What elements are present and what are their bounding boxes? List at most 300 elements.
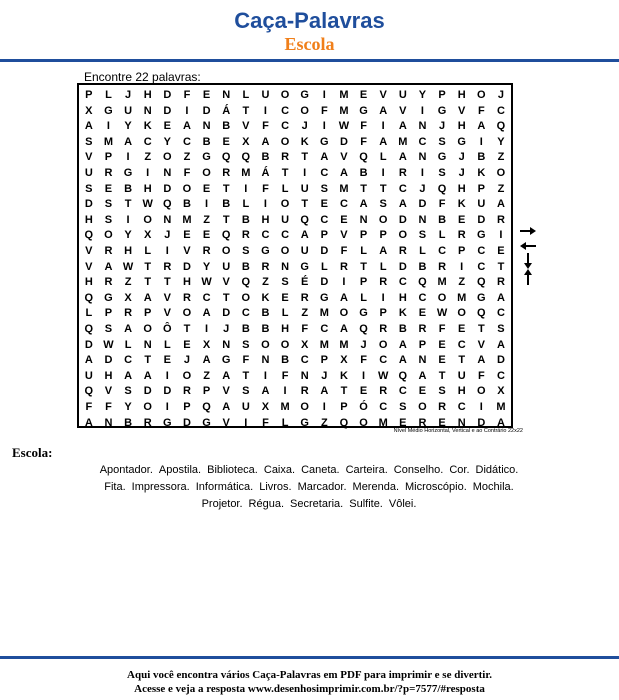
grid-cell[interactable]: A xyxy=(496,416,505,429)
grid-cell[interactable]: C xyxy=(182,135,191,148)
grid-cell[interactable]: V xyxy=(477,338,485,351)
grid-cell[interactable]: L xyxy=(85,307,93,320)
grid-cell[interactable]: B xyxy=(124,416,133,429)
grid-cell[interactable]: T xyxy=(301,198,309,211)
grid-cell[interactable]: R xyxy=(418,323,427,335)
grid-cell[interactable]: I xyxy=(322,89,326,101)
grid-cell[interactable]: A xyxy=(222,401,231,413)
grid-cell[interactable]: R xyxy=(339,260,348,273)
grid-cell[interactable]: H xyxy=(84,276,93,289)
grid-cell[interactable]: E xyxy=(320,198,328,211)
grid-cell[interactable]: U xyxy=(222,260,231,273)
grid-cell[interactable]: T xyxy=(281,167,289,179)
grid-cell[interactable]: Z xyxy=(301,307,309,320)
grid-cell[interactable]: X xyxy=(340,354,348,367)
grid-cell[interactable]: A xyxy=(496,338,505,351)
grid-cell[interactable]: M xyxy=(457,291,467,304)
grid-cell[interactable]: E xyxy=(163,354,171,367)
grid-cell[interactable]: P xyxy=(340,401,348,413)
grid-cell[interactable]: Q xyxy=(84,291,94,304)
grid-cell[interactable]: S xyxy=(320,182,328,195)
grid-cell[interactable]: N xyxy=(163,213,172,226)
grid-cell[interactable]: S xyxy=(104,198,113,211)
grid-cell[interactable]: T xyxy=(360,182,367,195)
grid-cell[interactable]: I xyxy=(460,260,464,273)
grid-cell[interactable]: I xyxy=(342,276,346,289)
grid-cell[interactable]: G xyxy=(202,416,211,429)
grid-cell[interactable]: S xyxy=(418,229,427,242)
grid-cell[interactable]: Z xyxy=(262,276,269,289)
grid-cell[interactable]: D xyxy=(477,213,486,226)
grid-cell[interactable]: A xyxy=(379,104,388,117)
grid-cell[interactable]: G xyxy=(320,291,329,304)
grid-cell[interactable]: C xyxy=(124,354,133,367)
grid-cell[interactable]: J xyxy=(458,167,465,179)
grid-cell[interactable]: P xyxy=(379,307,387,320)
grid-cell[interactable]: D xyxy=(202,104,211,117)
grid-cell[interactable]: L xyxy=(281,416,289,429)
grid-cell[interactable]: I xyxy=(244,182,248,195)
grid-cell[interactable]: A xyxy=(339,167,348,179)
grid-cell[interactable]: G xyxy=(202,151,211,164)
grid-cell[interactable]: C xyxy=(457,338,466,351)
grid-cell[interactable]: C xyxy=(300,354,309,367)
grid-cell[interactable]: O xyxy=(280,338,290,351)
grid-cell[interactable]: F xyxy=(183,89,191,101)
grid-cell[interactable]: P xyxy=(418,338,427,351)
grid-cell[interactable]: R xyxy=(300,291,309,304)
grid-cell[interactable]: R xyxy=(222,167,231,179)
grid-cell[interactable]: H xyxy=(457,385,466,398)
grid-cell[interactable]: O xyxy=(143,401,152,413)
grid-cell[interactable]: M xyxy=(319,307,329,320)
grid-cell[interactable]: P xyxy=(320,229,328,242)
grid-cell[interactable]: V xyxy=(340,229,348,242)
grid-cell[interactable]: R xyxy=(281,151,290,164)
grid-cell[interactable]: O xyxy=(418,401,427,413)
grid-cell[interactable]: C xyxy=(320,213,329,226)
grid-cell[interactable]: U xyxy=(124,104,133,117)
grid-cell[interactable]: C xyxy=(398,182,407,195)
grid-cell[interactable]: O xyxy=(359,416,368,429)
grid-cell[interactable]: M xyxy=(378,416,388,429)
grid-cell[interactable]: C xyxy=(281,120,290,133)
grid-cell[interactable]: O xyxy=(477,385,486,398)
grid-cell[interactable]: A xyxy=(124,135,133,148)
grid-cell[interactable]: L xyxy=(360,291,367,304)
grid-cell[interactable]: T xyxy=(144,260,152,273)
grid-cell[interactable]: K xyxy=(300,135,309,148)
grid-cell[interactable]: V xyxy=(104,385,113,398)
grid-cell[interactable]: S xyxy=(497,323,505,335)
grid-cell[interactable]: R xyxy=(379,323,388,335)
grid-cell[interactable]: D xyxy=(163,385,172,398)
grid-cell[interactable]: S xyxy=(85,182,93,195)
grid-cell[interactable]: P xyxy=(477,182,485,195)
grid-cell[interactable]: M xyxy=(339,104,349,117)
grid-cell[interactable]: F xyxy=(262,120,269,133)
grid-cell[interactable]: X xyxy=(301,338,309,351)
grid-cell[interactable]: Q xyxy=(300,213,309,226)
grid-cell[interactable]: O xyxy=(300,401,309,413)
grid-cell[interactable]: Y xyxy=(202,260,211,273)
grid-cell[interactable]: Z xyxy=(144,151,152,164)
grid-cell[interactable]: A xyxy=(398,338,407,351)
grid-cell[interactable]: N xyxy=(359,213,368,226)
grid-cell[interactable]: N xyxy=(457,416,466,429)
grid-cell[interactable]: H xyxy=(457,89,466,101)
grid-cell[interactable]: S xyxy=(399,401,407,413)
grid-cell[interactable]: E xyxy=(438,416,446,429)
grid-cell[interactable]: F xyxy=(340,245,348,257)
grid-cell[interactable]: T xyxy=(183,323,191,335)
grid-cell[interactable]: A xyxy=(124,323,133,335)
grid-cell[interactable]: V xyxy=(379,89,387,101)
grid-cell[interactable]: F xyxy=(320,104,328,117)
grid-cell[interactable]: T xyxy=(477,323,485,335)
grid-cell[interactable]: C xyxy=(320,323,329,335)
grid-cell[interactable]: Z xyxy=(203,213,210,226)
grid-cell[interactable]: S xyxy=(438,135,446,148)
grid-cell[interactable]: D xyxy=(320,245,329,257)
grid-cell[interactable]: O xyxy=(496,167,506,179)
grid-cell[interactable]: R xyxy=(300,385,309,398)
grid-cell[interactable]: D xyxy=(84,198,93,211)
grid-cell[interactable]: C xyxy=(477,245,486,257)
grid-cell[interactable]: K xyxy=(339,369,348,382)
grid-cell[interactable]: A xyxy=(84,120,93,133)
grid-cell[interactable]: V xyxy=(399,104,407,117)
grid-cell[interactable]: S xyxy=(242,385,250,398)
grid-cell[interactable]: O xyxy=(163,151,172,164)
grid-cell[interactable]: C xyxy=(398,276,407,289)
grid-cell[interactable]: P xyxy=(202,385,211,398)
grid-cell[interactable]: C xyxy=(496,307,505,320)
grid-cell[interactable]: C xyxy=(477,260,486,273)
grid-cell[interactable]: C xyxy=(261,229,270,242)
grid-cell[interactable]: O xyxy=(280,135,290,148)
grid-cell[interactable]: Q xyxy=(359,323,368,335)
grid-cell[interactable]: Ó xyxy=(359,401,368,413)
grid-cell[interactable]: T xyxy=(438,369,446,382)
grid-cell[interactable]: D xyxy=(418,198,427,211)
grid-cell[interactable]: R xyxy=(241,229,250,242)
grid-cell[interactable]: T xyxy=(124,198,132,211)
grid-cell[interactable]: B xyxy=(241,260,250,273)
grid-cell[interactable]: V xyxy=(222,276,230,289)
grid-cell[interactable]: Á xyxy=(222,104,231,117)
grid-cell[interactable]: X xyxy=(261,401,270,413)
grid-cell[interactable]: I xyxy=(479,401,483,413)
grid-cell[interactable]: O xyxy=(182,182,192,195)
grid-cell[interactable]: I xyxy=(303,167,307,179)
grid-cell[interactable]: V xyxy=(183,245,191,257)
grid-cell[interactable]: A xyxy=(320,385,329,398)
grid-cell[interactable]: U xyxy=(241,401,250,413)
grid-cell[interactable]: O xyxy=(437,291,447,304)
grid-cell[interactable]: S xyxy=(379,198,387,211)
grid-cell[interactable]: I xyxy=(263,198,267,211)
grid-cell[interactable]: K xyxy=(457,198,466,211)
grid-cell[interactable]: T xyxy=(144,354,152,367)
grid-cell[interactable]: G xyxy=(163,416,172,429)
grid-cell[interactable]: C xyxy=(398,385,407,398)
grid-cell[interactable]: R xyxy=(143,416,152,429)
grid-cell[interactable]: S xyxy=(242,245,250,257)
grid-cell[interactable]: W xyxy=(142,198,153,211)
grid-cell[interactable]: R xyxy=(104,167,113,179)
grid-cell[interactable]: I xyxy=(322,401,326,413)
grid-cell[interactable]: Q xyxy=(398,369,408,382)
grid-cell[interactable]: D xyxy=(398,260,407,273)
grid-cell[interactable]: H xyxy=(457,120,466,133)
grid-cell[interactable]: Q xyxy=(163,198,172,211)
grid-cell[interactable]: G xyxy=(300,260,309,273)
grid-cell[interactable]: H xyxy=(398,291,407,304)
grid-cell[interactable]: A xyxy=(496,198,505,211)
grid-cell[interactable]: V xyxy=(242,120,250,133)
grid-cell[interactable]: N xyxy=(143,338,152,351)
grid-cell[interactable]: G xyxy=(457,135,466,148)
grid-cell[interactable]: G xyxy=(300,89,309,101)
grid-cell[interactable]: O xyxy=(202,167,211,179)
grid-cell[interactable]: R xyxy=(398,245,407,257)
grid-cell[interactable]: L xyxy=(379,260,387,273)
grid-cell[interactable]: A xyxy=(359,198,368,211)
grid-cell[interactable]: I xyxy=(205,323,209,335)
grid-cell[interactable]: G xyxy=(437,104,447,117)
grid-cell[interactable]: I xyxy=(244,416,248,429)
grid-cell[interactable]: M xyxy=(280,401,290,413)
grid-cell[interactable]: B xyxy=(261,323,270,335)
grid-cell[interactable]: E xyxy=(104,182,113,195)
grid-cell[interactable]: D xyxy=(496,354,505,367)
grid-cell[interactable]: U xyxy=(84,167,93,179)
grid-cell[interactable]: T xyxy=(379,182,387,195)
grid-cell[interactable]: G xyxy=(261,245,270,257)
grid-cell[interactable]: X xyxy=(144,229,152,242)
grid-cell[interactable]: D xyxy=(104,354,113,367)
grid-cell[interactable]: C xyxy=(379,401,388,413)
grid-cell[interactable]: E xyxy=(183,338,191,351)
grid-cell[interactable]: P xyxy=(144,307,152,320)
grid-cell[interactable]: N xyxy=(418,120,427,133)
grid-cell[interactable]: L xyxy=(124,338,132,351)
grid-cell[interactable]: B xyxy=(359,167,368,179)
grid-cell[interactable]: L xyxy=(419,245,426,257)
grid-cell[interactable]: A xyxy=(398,120,407,133)
grid-cell[interactable]: H xyxy=(104,369,113,382)
grid-cell[interactable]: L xyxy=(438,229,446,242)
grid-cell[interactable]: S xyxy=(438,167,446,179)
grid-cell[interactable]: Q xyxy=(221,151,231,164)
grid-cell[interactable]: B xyxy=(398,323,407,335)
grid-cell[interactable]: E xyxy=(497,245,505,257)
grid-cell[interactable]: Z xyxy=(203,369,210,382)
grid-cell[interactable]: V xyxy=(85,245,93,257)
grid-cell[interactable]: C xyxy=(281,104,290,117)
grid-cell[interactable]: H xyxy=(457,182,466,195)
grid-cell[interactable]: I xyxy=(499,229,503,242)
grid-cell[interactable]: I xyxy=(362,369,366,382)
grid-cell[interactable]: E xyxy=(163,120,171,133)
grid-cell[interactable]: M xyxy=(241,167,251,179)
grid-cell[interactable]: P xyxy=(85,89,93,101)
grid-cell[interactable]: C xyxy=(339,198,348,211)
grid-cell[interactable]: K xyxy=(261,291,270,304)
grid-cell[interactable]: H xyxy=(182,276,191,289)
grid-cell[interactable]: V xyxy=(222,416,230,429)
grid-cell[interactable]: O xyxy=(280,245,290,257)
grid-cell[interactable]: U xyxy=(477,198,486,211)
grid-cell[interactable]: U xyxy=(261,89,270,101)
grid-cell[interactable]: B xyxy=(241,323,250,335)
grid-cell[interactable]: E xyxy=(438,338,446,351)
grid-cell[interactable]: Y xyxy=(124,401,132,413)
grid-cell[interactable]: I xyxy=(126,151,130,164)
grid-cell[interactable]: A xyxy=(261,385,270,398)
grid-cell[interactable]: F xyxy=(360,135,367,148)
grid-cell[interactable]: Z xyxy=(320,416,328,429)
grid-cell[interactable]: C xyxy=(418,291,427,304)
grid-cell[interactable]: W xyxy=(338,120,350,133)
grid-cell[interactable]: E xyxy=(438,354,446,367)
grid-cell[interactable]: T xyxy=(222,182,230,195)
grid-cell[interactable]: M xyxy=(398,135,408,148)
grid-cell[interactable]: V xyxy=(222,385,230,398)
grid-cell[interactable]: A xyxy=(84,354,93,367)
grid-cell[interactable]: W xyxy=(377,369,389,382)
grid-cell[interactable]: J xyxy=(439,120,446,133)
grid-cell[interactable]: A xyxy=(320,151,329,164)
grid-cell[interactable]: R xyxy=(182,385,191,398)
grid-cell[interactable]: Y xyxy=(497,135,505,148)
grid-cell[interactable]: G xyxy=(359,307,368,320)
grid-cell[interactable]: L xyxy=(320,260,328,273)
grid-cell[interactable]: N xyxy=(418,151,427,164)
grid-cell[interactable]: Ô xyxy=(163,323,172,335)
grid-cell[interactable]: Q xyxy=(241,276,251,289)
grid-cell[interactable]: M xyxy=(339,182,349,195)
grid-cell[interactable]: F xyxy=(301,323,309,335)
grid-cell[interactable]: A xyxy=(104,260,113,273)
grid-cell[interactable]: O xyxy=(280,198,290,211)
grid-cell[interactable]: D xyxy=(320,276,329,289)
grid-cell[interactable]: D xyxy=(339,135,348,148)
grid-cell[interactable]: B xyxy=(124,182,133,195)
grid-cell[interactable]: P xyxy=(458,245,466,257)
grid-cell[interactable]: C xyxy=(496,104,505,117)
grid-cell[interactable]: D xyxy=(143,385,152,398)
grid-cell[interactable]: A xyxy=(182,120,191,133)
grid-cell[interactable]: L xyxy=(144,245,152,257)
grid-cell[interactable]: A xyxy=(398,354,407,367)
grid-cell[interactable]: G xyxy=(104,104,113,117)
grid-cell[interactable]: E xyxy=(458,213,466,226)
grid-cell[interactable]: R xyxy=(438,260,447,273)
grid-cell[interactable]: F xyxy=(262,182,269,195)
grid-cell[interactable]: J xyxy=(497,89,504,101)
grid-cell[interactable]: V xyxy=(85,260,93,273)
grid-cell[interactable]: R xyxy=(496,276,505,289)
grid-cell[interactable]: J xyxy=(164,229,171,242)
grid-cell[interactable]: A xyxy=(339,291,348,304)
grid-cell[interactable]: U xyxy=(398,89,407,101)
grid-cell[interactable]: Q xyxy=(241,151,251,164)
grid-cell[interactable]: A xyxy=(143,291,152,304)
grid-cell[interactable]: H xyxy=(143,182,152,195)
grid-cell[interactable]: B xyxy=(222,120,231,133)
grid-cell[interactable]: F xyxy=(242,354,250,367)
grid-cell[interactable]: B xyxy=(182,198,191,211)
grid-cell[interactable]: N xyxy=(104,416,113,429)
grid-cell[interactable]: Q xyxy=(437,182,447,195)
grid-cell[interactable]: J xyxy=(321,369,328,382)
grid-cell[interactable]: R xyxy=(163,260,172,273)
grid-cell[interactable]: A xyxy=(418,369,427,382)
grid-cell[interactable]: O xyxy=(261,338,270,351)
grid-cell[interactable]: T xyxy=(163,276,171,289)
grid-cell[interactable]: L xyxy=(360,245,367,257)
grid-cell[interactable]: X xyxy=(124,291,132,304)
grid-cell[interactable]: S xyxy=(242,338,250,351)
grid-cell[interactable]: V xyxy=(458,104,466,117)
grid-cell[interactable]: A xyxy=(379,245,388,257)
grid-cell[interactable]: O xyxy=(300,104,309,117)
grid-cell[interactable]: I xyxy=(381,167,385,179)
grid-cell[interactable]: R xyxy=(496,213,505,226)
grid-cell[interactable]: E xyxy=(418,385,427,398)
grid-cell[interactable]: R xyxy=(418,416,427,429)
grid-cell[interactable]: X xyxy=(497,385,505,398)
grid-cell[interactable]: R xyxy=(379,276,388,289)
grid-cell[interactable]: E xyxy=(202,89,211,101)
grid-cell[interactable]: Z xyxy=(458,276,466,289)
grid-cell[interactable]: W xyxy=(103,338,114,351)
grid-cell[interactable]: B xyxy=(261,307,270,320)
grid-cell[interactable]: W xyxy=(201,276,212,289)
grid-cell[interactable]: O xyxy=(280,89,290,101)
grid-cell[interactable]: P xyxy=(320,354,328,367)
grid-cell[interactable]: G xyxy=(104,291,113,304)
grid-cell[interactable]: J xyxy=(223,323,230,335)
grid-cell[interactable]: I xyxy=(322,120,326,133)
grid-cell[interactable]: C xyxy=(379,354,388,367)
grid-cell[interactable]: I xyxy=(420,167,424,179)
grid-cell[interactable]: A xyxy=(261,135,270,148)
grid-cell[interactable]: P xyxy=(379,229,387,242)
grid-cell[interactable]: D xyxy=(222,307,231,320)
grid-cell[interactable]: F xyxy=(360,120,367,133)
grid-cell[interactable]: L xyxy=(281,307,289,320)
grid-cell[interactable]: F xyxy=(183,167,191,179)
grid-cell[interactable]: I xyxy=(106,120,110,133)
grid-cell[interactable]: E xyxy=(458,323,466,335)
grid-cell[interactable]: O xyxy=(143,323,152,335)
grid-cell[interactable]: O xyxy=(398,229,408,242)
grid-cell[interactable]: B xyxy=(438,213,447,226)
grid-cell[interactable]: I xyxy=(165,245,169,257)
grid-cell[interactable]: G xyxy=(437,151,447,164)
grid-cell[interactable]: A xyxy=(477,354,486,367)
grid-cell[interactable]: V xyxy=(340,151,348,164)
grid-cell[interactable]: O xyxy=(143,213,152,226)
grid-cell[interactable]: N xyxy=(418,354,427,367)
grid-cell[interactable]: N xyxy=(261,354,270,367)
grid-cell[interactable]: G xyxy=(477,229,486,242)
grid-cell[interactable]: H xyxy=(143,89,152,101)
grid-cell[interactable]: I xyxy=(420,104,424,117)
